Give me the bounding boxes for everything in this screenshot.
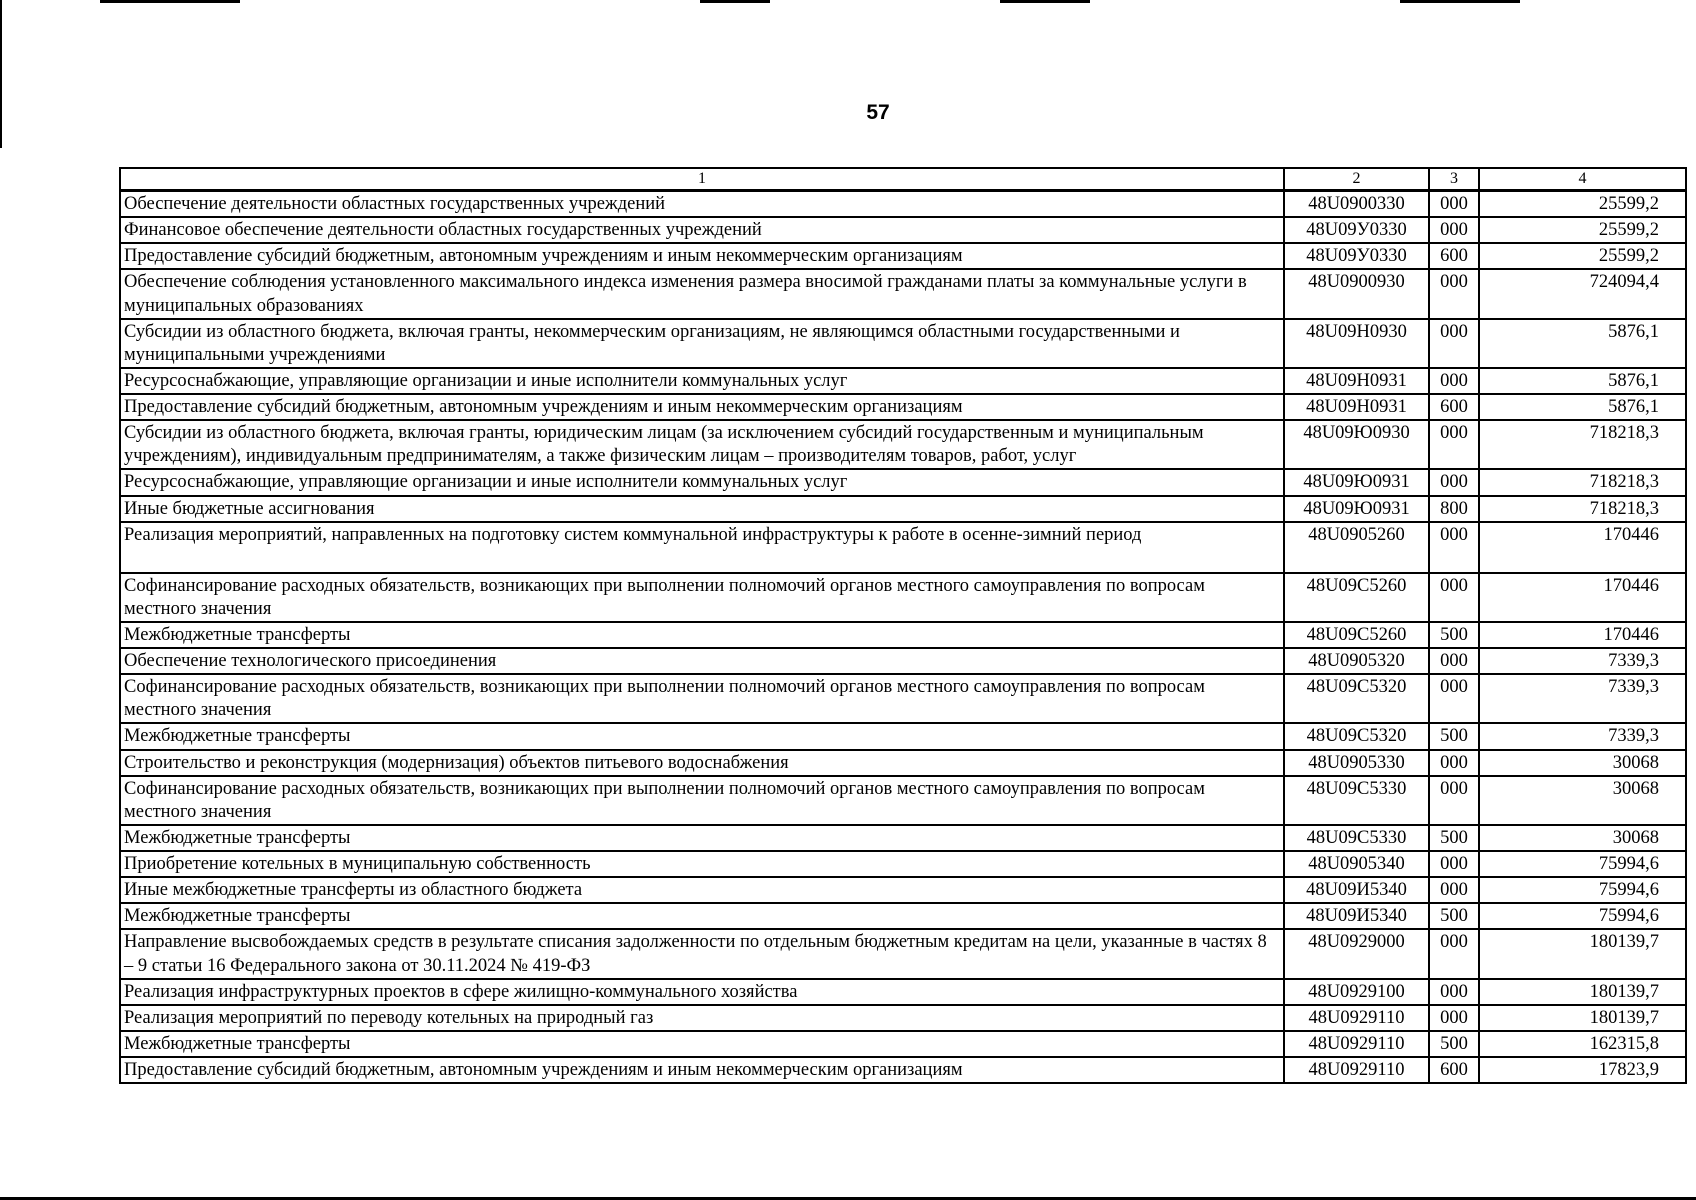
cell-name: Финансовое обеспечение деятельности областных государственных учреждений [120, 217, 1284, 243]
table-row [120, 368, 1686, 394]
table-row [120, 496, 1686, 522]
cell-name: Строительство и реконструкция (модернизация) объектов питьевого водоснабжения [120, 750, 1284, 776]
cell-amount: 30068 [1479, 825, 1686, 851]
cell-kind: 000 [1429, 674, 1479, 723]
cell-kind: 000 [1429, 191, 1479, 218]
cell-code: 48U09И5340 [1284, 903, 1429, 929]
cell-name: Обеспечение соблюдения установленного максимального индекса изменения размера вносимой гражданами платы за коммунальные услуги в муниципальных образованиях [120, 269, 1284, 318]
cell-kind: 000 [1429, 573, 1479, 622]
cell-code: 48U09C5330 [1284, 825, 1429, 851]
table-row [120, 573, 1686, 622]
cell-amount: 75994,6 [1479, 851, 1686, 877]
cell-kind: 000 [1429, 929, 1479, 978]
table-row [120, 979, 1686, 1005]
cell-kind: 000 [1429, 368, 1479, 394]
cell-kind: 000 [1429, 420, 1479, 469]
cell-kind: 500 [1429, 1031, 1479, 1057]
cell-amount: 75994,6 [1479, 877, 1686, 903]
cell-name: Межбюджетные трансферты [120, 1031, 1284, 1057]
cell-code: 48U09У0330 [1284, 217, 1429, 243]
table-body [120, 191, 1686, 1084]
table-row [120, 776, 1686, 825]
cell-name: Софинансирование расходных обязательств, возникающих при выполнении полномочий органов местного самоуправления по вопросам местного значения [120, 674, 1284, 723]
cell-amount: 25599,2 [1479, 191, 1686, 218]
table-row [120, 469, 1686, 495]
cell-kind: 000 [1429, 776, 1479, 825]
cell-code: 48U09H0931 [1284, 368, 1429, 394]
cell-code: 48U09C5260 [1284, 622, 1429, 648]
cell-amount: 75994,6 [1479, 903, 1686, 929]
scan-edge-top [1000, 0, 1090, 3]
cell-code: 48U0900930 [1284, 269, 1429, 318]
cell-code: 48U0929100 [1284, 979, 1429, 1005]
cell-kind: 600 [1429, 1057, 1479, 1083]
cell-code: 48U0905320 [1284, 648, 1429, 674]
cell-name: Предоставление субсидий бюджетным, автономным учреждениям и иным некоммерческим организациям [120, 1057, 1284, 1083]
cell-amount: 718218,3 [1479, 496, 1686, 522]
cell-amount: 30068 [1479, 750, 1686, 776]
cell-code: 48U09C5320 [1284, 723, 1429, 749]
cell-amount: 30068 [1479, 776, 1686, 825]
column-header-code: 2 [1284, 168, 1429, 191]
table-row [120, 723, 1686, 749]
cell-code: 48U09C5330 [1284, 776, 1429, 825]
cell-amount: 170446 [1479, 573, 1686, 622]
cell-code: 48U09Ю0931 [1284, 496, 1429, 522]
table-header [120, 168, 1686, 191]
cell-name: Межбюджетные трансферты [120, 903, 1284, 929]
cell-name: Обеспечение технологического присоединения [120, 648, 1284, 674]
cell-kind: 500 [1429, 903, 1479, 929]
cell-kind: 000 [1429, 269, 1479, 318]
cell-amount: 25599,2 [1479, 243, 1686, 269]
column-header-kind: 3 [1429, 168, 1479, 191]
cell-amount: 25599,2 [1479, 217, 1686, 243]
cell-code: 48U0905260 [1284, 522, 1429, 573]
cell-code: 48U0900330 [1284, 191, 1429, 218]
cell-kind: 800 [1429, 496, 1479, 522]
cell-name: Иные бюджетные ассигнования [120, 496, 1284, 522]
cell-name: Обеспечение деятельности областных государственных учреждений [120, 191, 1284, 218]
cell-kind: 000 [1429, 217, 1479, 243]
cell-name: Софинансирование расходных обязательств, возникающих при выполнении полномочий органов местного самоуправления по вопросам местного значения [120, 573, 1284, 622]
table-row [120, 217, 1686, 243]
cell-name: Приобретение котельных в муниципальную собственность [120, 851, 1284, 877]
cell-amount: 180139,7 [1479, 929, 1686, 978]
scan-edge-top [700, 0, 770, 3]
table-row [120, 877, 1686, 903]
cell-amount: 180139,7 [1479, 1005, 1686, 1031]
cell-kind: 000 [1429, 1005, 1479, 1031]
cell-kind: 000 [1429, 469, 1479, 495]
table-row [120, 622, 1686, 648]
cell-amount: 170446 [1479, 622, 1686, 648]
cell-name: Межбюджетные трансферты [120, 825, 1284, 851]
table-row [120, 269, 1686, 318]
scan-edge-left [0, 0, 2, 148]
cell-name: Софинансирование расходных обязательств, возникающих при выполнении полномочий органов местного самоуправления по вопросам местного значения [120, 776, 1284, 825]
cell-name: Межбюджетные трансферты [120, 622, 1284, 648]
cell-amount: 724094,4 [1479, 269, 1686, 318]
table-row [120, 825, 1686, 851]
cell-name: Иные межбюджетные трансферты из областного бюджета [120, 877, 1284, 903]
table-row [120, 750, 1686, 776]
cell-kind: 000 [1429, 648, 1479, 674]
cell-amount: 5876,1 [1479, 368, 1686, 394]
cell-kind: 500 [1429, 825, 1479, 851]
cell-name: Предоставление субсидий бюджетным, автономным учреждениям и иным некоммерческим организациям [120, 243, 1284, 269]
table-row [120, 522, 1686, 573]
cell-code: 48U09C5260 [1284, 573, 1429, 622]
cell-amount: 5876,1 [1479, 394, 1686, 420]
column-header-name: 1 [120, 168, 1284, 191]
cell-name: Межбюджетные трансферты [120, 723, 1284, 749]
cell-amount: 7339,3 [1479, 648, 1686, 674]
cell-amount: 180139,7 [1479, 979, 1686, 1005]
table-row [120, 394, 1686, 420]
cell-amount: 17823,9 [1479, 1057, 1686, 1083]
table-row [120, 1005, 1686, 1031]
table-row [120, 420, 1686, 469]
cell-name: Предоставление субсидий бюджетным, автономным учреждениям и иным некоммерческим организациям [120, 394, 1284, 420]
cell-kind: 000 [1429, 522, 1479, 573]
cell-name: Ресурсоснабжающие, управляющие организации и иные исполнители коммунальных услуг [120, 469, 1284, 495]
table-row [120, 319, 1686, 368]
cell-code: 48U09H0931 [1284, 394, 1429, 420]
cell-kind: 000 [1429, 319, 1479, 368]
cell-kind: 500 [1429, 723, 1479, 749]
cell-code: 48U09Ю0931 [1284, 469, 1429, 495]
cell-code: 48U0929110 [1284, 1005, 1429, 1031]
table-row [120, 191, 1686, 218]
cell-code: 48U0929000 [1284, 929, 1429, 978]
cell-name: Направление высвобождаемых средств в результате списания задолженности по отдельным бюджетным кредитам на цели, указанные в частях 8 – 9 статьи 16 Федерального закона от 30.11.2024 № 419-ФЗ [120, 929, 1284, 978]
cell-name: Ресурсоснабжающие, управляющие организации и иные исполнители коммунальных услуг [120, 368, 1284, 394]
cell-kind: 600 [1429, 243, 1479, 269]
column-header-amount: 4 [1479, 168, 1686, 191]
cell-kind: 500 [1429, 622, 1479, 648]
cell-code: 48U09Ю0930 [1284, 420, 1429, 469]
cell-code: 48U0905330 [1284, 750, 1429, 776]
scan-edge-top [100, 0, 240, 3]
cell-amount: 170446 [1479, 522, 1686, 573]
table-row [120, 851, 1686, 877]
cell-name: Субсидии из областного бюджета, включая гранты, некоммерческим организациям, не являющимся областными государственными и муниципальными учреждениями [120, 319, 1284, 368]
table-row [120, 903, 1686, 929]
cell-amount: 5876,1 [1479, 319, 1686, 368]
page-number: 57 [866, 101, 890, 124]
cell-amount: 718218,3 [1479, 420, 1686, 469]
cell-amount: 162315,8 [1479, 1031, 1686, 1057]
budget-table [119, 167, 1687, 1084]
table-row [120, 1031, 1686, 1057]
cell-kind: 600 [1429, 394, 1479, 420]
cell-code: 48U0905340 [1284, 851, 1429, 877]
cell-name: Реализация инфраструктурных проектов в сфере жилищно-коммунального хозяйства [120, 979, 1284, 1005]
cell-amount: 718218,3 [1479, 469, 1686, 495]
table-row [120, 1057, 1686, 1083]
table-row [120, 674, 1686, 723]
cell-kind: 000 [1429, 877, 1479, 903]
cell-code: 48U0929110 [1284, 1057, 1429, 1083]
table-row [120, 929, 1686, 978]
cell-kind: 000 [1429, 979, 1479, 1005]
cell-amount: 7339,3 [1479, 674, 1686, 723]
cell-code: 48U0929110 [1284, 1031, 1429, 1057]
scan-edge-top [1400, 0, 1520, 3]
cell-name: Реализация мероприятий по переводу котельных на природный газ [120, 1005, 1284, 1031]
cell-code: 48U09H0930 [1284, 319, 1429, 368]
cell-kind: 000 [1429, 750, 1479, 776]
cell-code: 48U09C5320 [1284, 674, 1429, 723]
cell-name: Реализация мероприятий, направленных на подготовку систем коммунальной инфраструктуры к работе в осенне-зимний период [120, 522, 1284, 573]
table-row [120, 243, 1686, 269]
cell-code: 48U09И5340 [1284, 877, 1429, 903]
cell-name: Субсидии из областного бюджета, включая гранты, юридическим лицам (за исключением субсидий государственным и муниципальным учреждениям), индивидуальным предпринимателям, а также физическим лицам – производителям товаров, работ, услуг [120, 420, 1284, 469]
cell-kind: 000 [1429, 851, 1479, 877]
header-row [120, 168, 1686, 191]
cell-code: 48U09У0330 [1284, 243, 1429, 269]
table-row [120, 648, 1686, 674]
cell-amount: 7339,3 [1479, 723, 1686, 749]
